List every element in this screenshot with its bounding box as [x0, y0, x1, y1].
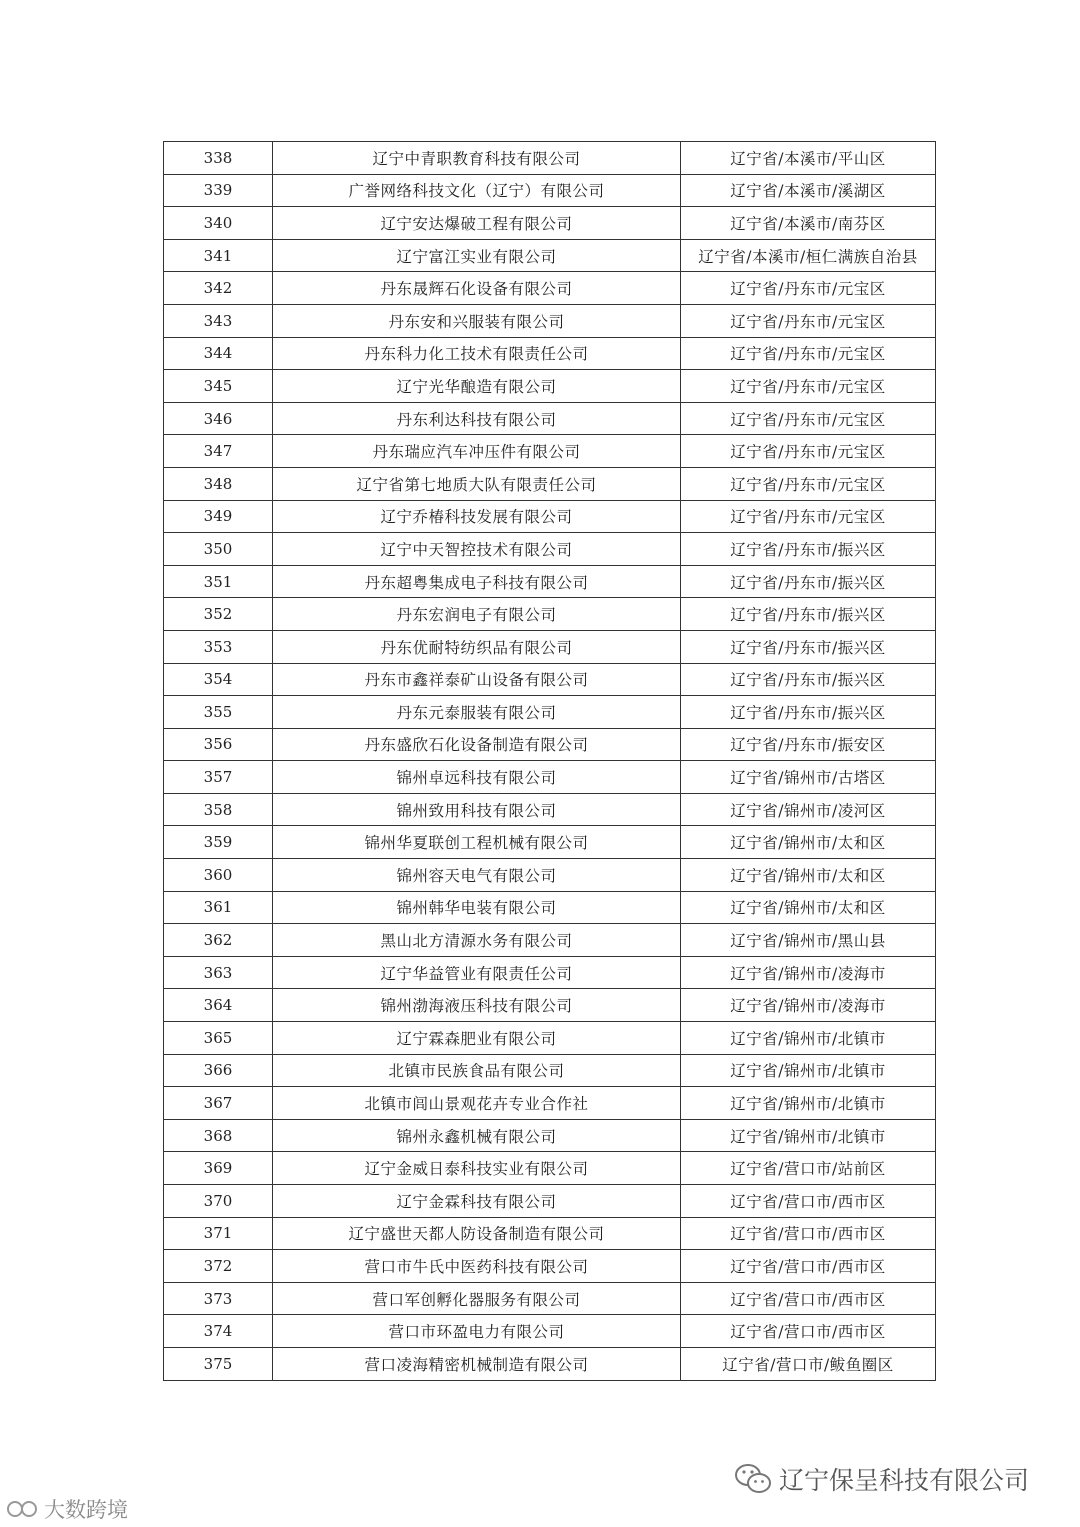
table-row [164, 142, 936, 175]
company-name: 锦州渤海液压科技有限公司 [273, 989, 681, 1022]
region: 辽宁省/丹东市/元宝区 [681, 272, 936, 305]
row-number: 368 [164, 1119, 273, 1152]
row-number: 361 [164, 891, 273, 924]
region: 辽宁省/丹东市/振安区 [681, 728, 936, 761]
company-name: 锦州永鑫机械有限公司 [273, 1119, 681, 1152]
region: 辽宁省/营口市/西市区 [681, 1250, 936, 1283]
region: 辽宁省/锦州市/太和区 [681, 826, 936, 859]
company-name: 丹东科力化工技术有限责任公司 [273, 337, 681, 370]
company-name: 锦州容天电气有限公司 [273, 859, 681, 892]
company-name: 锦州致用科技有限公司 [273, 793, 681, 826]
row-number: 371 [164, 1217, 273, 1250]
company-name: 辽宁金霖科技有限公司 [273, 1185, 681, 1218]
source-watermark [6, 1494, 128, 1524]
region: 辽宁省/丹东市/振兴区 [681, 533, 936, 566]
region: 辽宁省/丹东市/振兴区 [681, 565, 936, 598]
table-row [164, 565, 936, 598]
region: 辽宁省/丹东市/元宝区 [681, 467, 936, 500]
table-row [164, 533, 936, 566]
row-number: 347 [164, 435, 273, 468]
company-name: 营口市牛氏中医药科技有限公司 [273, 1250, 681, 1283]
region: 辽宁省/锦州市/北镇市 [681, 1022, 936, 1055]
row-number: 358 [164, 793, 273, 826]
region: 辽宁省/丹东市/元宝区 [681, 304, 936, 337]
region: 辽宁省/营口市/西市区 [681, 1185, 936, 1218]
company-name: 丹东元泰服装有限公司 [273, 696, 681, 729]
region: 辽宁省/锦州市/黑山县 [681, 924, 936, 957]
company-name: 辽宁霖森肥业有限公司 [273, 1022, 681, 1055]
row-number: 363 [164, 956, 273, 989]
region: 辽宁省/营口市/西市区 [681, 1217, 936, 1250]
row-number: 374 [164, 1315, 273, 1348]
company-name: 辽宁盛世天都人防设备制造有限公司 [273, 1217, 681, 1250]
source-logo-icon [6, 1498, 40, 1520]
wechat-watermark-text: 辽宁保呈科技有限公司 [779, 1466, 1030, 1495]
source-watermark-text: 大数跨境 [44, 1498, 128, 1522]
table-row [164, 956, 936, 989]
row-number: 343 [164, 304, 273, 337]
company-name: 锦州韩华电装有限公司 [273, 891, 681, 924]
row-number: 340 [164, 207, 273, 240]
table-row [164, 859, 936, 892]
region: 辽宁省/营口市/站前区 [681, 1152, 936, 1185]
row-number: 352 [164, 598, 273, 631]
company-name: 广誉网络科技文化（辽宁）有限公司 [273, 174, 681, 207]
row-number: 351 [164, 565, 273, 598]
company-name: 辽宁金威日泰科技实业有限公司 [273, 1152, 681, 1185]
table-row [164, 435, 936, 468]
region: 辽宁省/丹东市/元宝区 [681, 402, 936, 435]
company-name: 北镇市闾山景观花卉专业合作社 [273, 1087, 681, 1120]
row-number: 364 [164, 989, 273, 1022]
region: 辽宁省/丹东市/振兴区 [681, 663, 936, 696]
company-name: 丹东宏润电子有限公司 [273, 598, 681, 631]
row-number: 353 [164, 630, 273, 663]
company-name: 丹东利达科技有限公司 [273, 402, 681, 435]
region: 辽宁省/丹东市/元宝区 [681, 435, 936, 468]
table-row [164, 207, 936, 240]
row-number: 375 [164, 1347, 273, 1380]
region: 辽宁省/本溪市/平山区 [681, 142, 936, 175]
row-number: 344 [164, 337, 273, 370]
table-row [164, 370, 936, 403]
company-name: 辽宁乔椿科技发展有限公司 [273, 500, 681, 533]
company-name: 营口市环盈电力有限公司 [273, 1315, 681, 1348]
company-name: 丹东瑞应汽车冲压件有限公司 [273, 435, 681, 468]
company-name: 北镇市民族食品有限公司 [273, 1054, 681, 1087]
table-row [164, 826, 936, 859]
company-name: 营口军创孵化器服务有限公司 [273, 1282, 681, 1315]
table-row [164, 1022, 936, 1055]
row-number: 342 [164, 272, 273, 305]
row-number: 362 [164, 924, 273, 957]
table-row [164, 761, 936, 794]
table-row [164, 663, 936, 696]
company-name: 丹东盛欣石化设备制造有限公司 [273, 728, 681, 761]
table-row [164, 989, 936, 1022]
row-number: 369 [164, 1152, 273, 1185]
row-number: 357 [164, 761, 273, 794]
table-row [164, 924, 936, 957]
company-name: 辽宁安达爆破工程有限公司 [273, 207, 681, 240]
table-row [164, 891, 936, 924]
company-name: 丹东晟辉石化设备有限公司 [273, 272, 681, 305]
row-number: 370 [164, 1185, 273, 1218]
table-row [164, 337, 936, 370]
table-row [164, 1054, 936, 1087]
company-name: 黑山北方清源水务有限公司 [273, 924, 681, 957]
row-number: 339 [164, 174, 273, 207]
row-number: 372 [164, 1250, 273, 1283]
row-number: 341 [164, 239, 273, 272]
table-row [164, 696, 936, 729]
row-number: 349 [164, 500, 273, 533]
table-row [164, 174, 936, 207]
table-row [164, 630, 936, 663]
region: 辽宁省/本溪市/桓仁满族自治县 [681, 239, 936, 272]
company-name: 辽宁富江实业有限公司 [273, 239, 681, 272]
table-row [164, 793, 936, 826]
row-number: 367 [164, 1087, 273, 1120]
table-row [164, 467, 936, 500]
region: 辽宁省/丹东市/元宝区 [681, 337, 936, 370]
table-row [164, 1087, 936, 1120]
region: 辽宁省/丹东市/振兴区 [681, 696, 936, 729]
row-number: 356 [164, 728, 273, 761]
row-number: 354 [164, 663, 273, 696]
company-name: 辽宁中青职教育科技有限公司 [273, 142, 681, 175]
table-row [164, 728, 936, 761]
region: 辽宁省/锦州市/北镇市 [681, 1054, 936, 1087]
region: 辽宁省/锦州市/北镇市 [681, 1119, 936, 1152]
row-number: 338 [164, 142, 273, 175]
region: 辽宁省/锦州市/凌河区 [681, 793, 936, 826]
region: 辽宁省/本溪市/南芬区 [681, 207, 936, 240]
table-row [164, 500, 936, 533]
company-name: 丹东超粤集成电子科技有限公司 [273, 565, 681, 598]
table-row [164, 1347, 936, 1380]
region: 辽宁省/锦州市/太和区 [681, 859, 936, 892]
table-row [164, 1315, 936, 1348]
table-row [164, 1185, 936, 1218]
table-row [164, 1217, 936, 1250]
company-table [163, 141, 936, 1381]
row-number: 350 [164, 533, 273, 566]
company-name: 锦州华夏联创工程机械有限公司 [273, 826, 681, 859]
row-number: 345 [164, 370, 273, 403]
company-name: 营口凌海精密机械制造有限公司 [273, 1347, 681, 1380]
region: 辽宁省/本溪市/溪湖区 [681, 174, 936, 207]
table-row [164, 1282, 936, 1315]
region: 辽宁省/锦州市/凌海市 [681, 956, 936, 989]
region: 辽宁省/锦州市/太和区 [681, 891, 936, 924]
region: 辽宁省/营口市/西市区 [681, 1315, 936, 1348]
region: 辽宁省/营口市/鲅鱼圈区 [681, 1347, 936, 1380]
table-row [164, 304, 936, 337]
row-number: 359 [164, 826, 273, 859]
company-name: 丹东安和兴服装有限公司 [273, 304, 681, 337]
row-number: 355 [164, 696, 273, 729]
table-row [164, 1119, 936, 1152]
wechat-icon [733, 1462, 773, 1496]
table-row [164, 1152, 936, 1185]
table-row [164, 598, 936, 631]
region: 辽宁省/丹东市/元宝区 [681, 370, 936, 403]
region: 辽宁省/锦州市/凌海市 [681, 989, 936, 1022]
row-number: 360 [164, 859, 273, 892]
row-number: 365 [164, 1022, 273, 1055]
table-row [164, 272, 936, 305]
region: 辽宁省/锦州市/古塔区 [681, 761, 936, 794]
row-number: 346 [164, 402, 273, 435]
company-name: 锦州卓远科技有限公司 [273, 761, 681, 794]
region: 辽宁省/锦州市/北镇市 [681, 1087, 936, 1120]
table-row [164, 1250, 936, 1283]
company-table-body [164, 142, 936, 1381]
company-name: 丹东优耐特纺织品有限公司 [273, 630, 681, 663]
company-name: 辽宁光华酿造有限公司 [273, 370, 681, 403]
table-row [164, 239, 936, 272]
region: 辽宁省/丹东市/振兴区 [681, 630, 936, 663]
region: 辽宁省/丹东市/振兴区 [681, 598, 936, 631]
company-name: 辽宁华益管业有限责任公司 [273, 956, 681, 989]
row-number: 348 [164, 467, 273, 500]
row-number: 366 [164, 1054, 273, 1087]
table-row [164, 402, 936, 435]
row-number: 373 [164, 1282, 273, 1315]
company-name: 辽宁中天智控技术有限公司 [273, 533, 681, 566]
company-name: 辽宁省第七地质大队有限责任公司 [273, 467, 681, 500]
region: 辽宁省/丹东市/元宝区 [681, 500, 936, 533]
wechat-watermark [733, 1461, 1029, 1497]
region: 辽宁省/营口市/西市区 [681, 1282, 936, 1315]
company-name: 丹东市鑫祥泰矿山设备有限公司 [273, 663, 681, 696]
